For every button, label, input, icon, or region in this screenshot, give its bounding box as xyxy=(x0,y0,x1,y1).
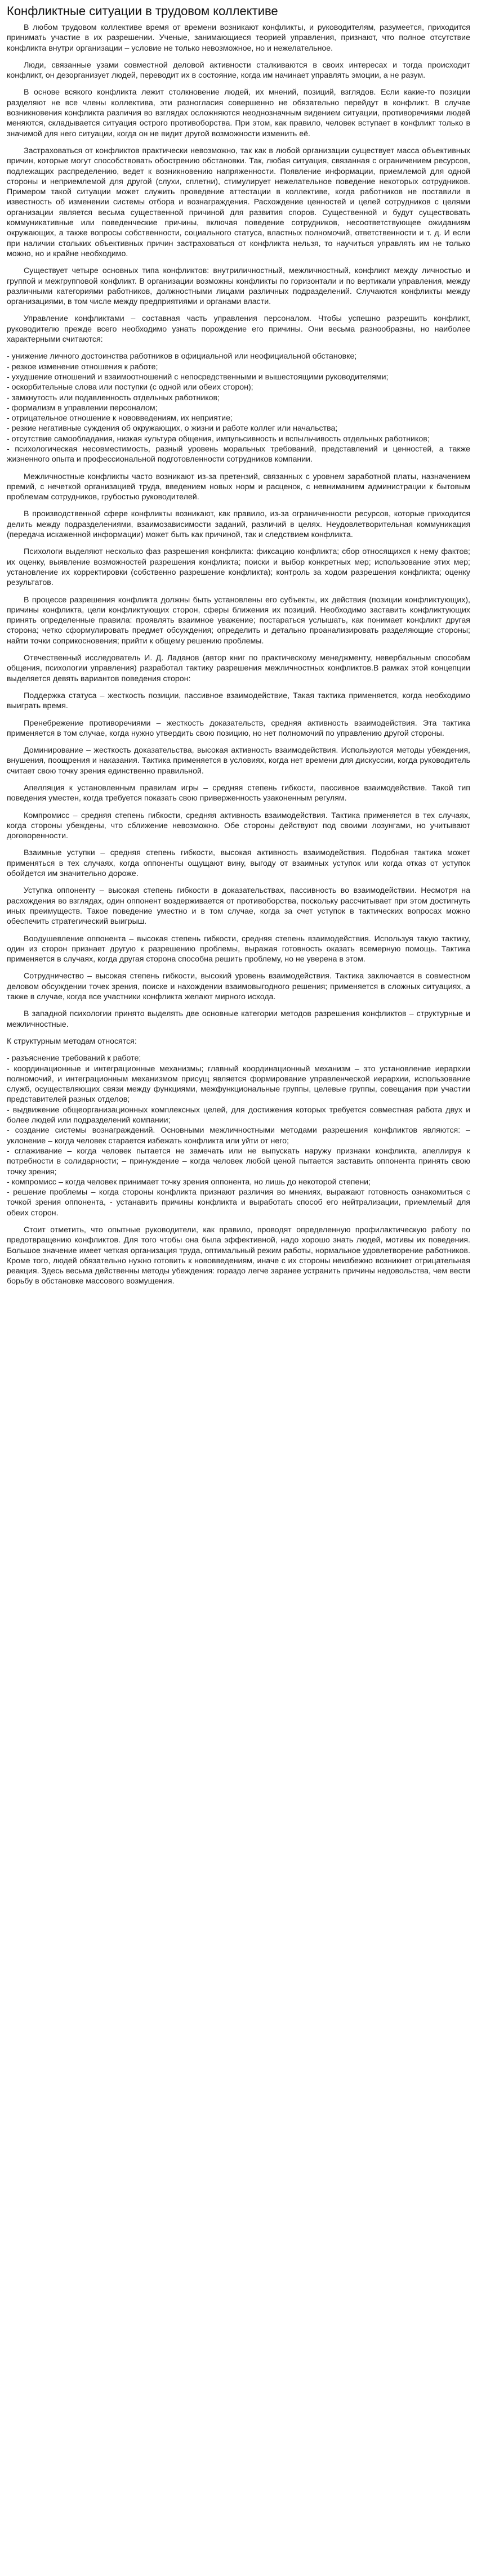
paragraph: Взаимные уступки – средняя степень гибкости, высокая активность взаимодействия. Подобная тактика может применяться в тех случаях, когда оппоненты ощущают вину, выгоду от взаимных уступок или когда отказ от уступок обойдется им значительно дороже. xyxy=(7,848,470,879)
paragraph: Апелляция к установленным правилам игры – средняя степень гибкости, пассивное взаимодействие. Такой тип поведения уместен, когда требуется показать свою приверженность узаконенным регулям. xyxy=(7,784,470,803)
list-item: - выдвижение общеорганизационных комплексных целей, для достижения которых требуется совместная работа двух и более людей или подразделений компании; xyxy=(7,1105,470,1125)
list-item: - психологическая несовместимость, разный уровень моральных требований, представлений и ценностей, а также жизненного опыта и профессиональной подготовленности сотрудников компании. xyxy=(7,444,470,464)
paragraph: Застраховаться от конфликтов практически невозможно, так как в любой организации существует масса объективных причин, которые могут способствовать обострению обстановки. Так, любая ситуация, связанная с ограничением ресурсов, подлежащих распределению, ведет к возникновению напряженности. Появление информации, приемлемой для одной стороны и неприемлемой для другой (слухи, сплетни), стимулирует нежелательное поведение некоторых сотрудников. Примером такой ситуации может служить проведение аттестации в коллективе, когда работников не поставили в известность об изменении системы отбора и вознаграждения. Расхождение ценностей и целей сотрудников с целями организации является весьма существенной причиной для развития споров. Существенной и будут существовать коммуникативные или поведенческие причины, включая поведение сотрудников, несоответствующее ожиданиям окружающих, а также вопросы собственности, социального статуса, властных полномочий, ответственности и т. д. И если при наличии стольких объективных причин застраховаться от конфликта нельзя, то научиться управлять им не только можно, но и крайне необходимо. xyxy=(7,146,470,258)
structural-methods-intro: К структурным методам относятся: xyxy=(7,1036,137,1046)
paragraph: Отечественный исследователь И. Д. Ладанов (автор книг по практическому менеджменту, невербальным способам общения, психологии управления) разработал тактику разрешения межличностных конфликтов.В рамках этой концепции выделяется девять вариантов поведения сторон: xyxy=(7,654,470,683)
paragraph: Люди, связанные узами совместной деловой активности сталкиваются в своих интересах и тогда происходит конфликт, он дезорганизует людей, переводит их в состояние, когда им начинает управлять эмоции, а не разум. xyxy=(7,60,470,80)
paragraph: Существует четыре основных типа конфликтов: внутриличностный, межличностный, конфликт между личностью и группой и межгрупповой конфликт. В организации возможны конфликты по горизонтали и по вертикали управления, между различными категориями работников, должностными лицами различных подразделений. Случаются конфликты между организациями, в том числе между предприятиями и органами власти. xyxy=(7,266,470,307)
list-item: - разъяснение требований к работе; xyxy=(7,1054,141,1063)
conflict-causes-list xyxy=(7,351,470,464)
structural-methods-list xyxy=(7,1053,470,1218)
list-item: - замкнутость или подавленность отдельных работников; xyxy=(7,393,220,402)
closing-paragraph: Стоит отметить, что опытные руководители, как правило, проводят определенную профилактическую работу по предотвращению конфликтов. Для того чтобы она была эффективной, надо хорошо знать людей, мотивы их поведения. Большое значение имеет четкая организация труда, оптимальный режим работы, нормальное удовлетворение работников. Кроме того, людей обязательно нужно готовить к нововведениям, иначе с их стороны неизбежно возникнет отрицательная реакция. Здесь весьма действенны методы убеждения: гораздо легче заранее устранить причины недовольства, чем вести борьбу в обстановке массового возмущения. xyxy=(7,1225,470,1286)
paragraph: В любом трудовом коллективе время от времени возникают конфликты, и руководителям, разумеется, приходится принимать участие в их разрешении. Ученые, занимающиеся теорией управления, признают, что полное отсутствие конфликта внутри организации – условие не только невозможное, но и нежелательное. xyxy=(7,23,470,53)
list-item: - отрицательное отношение к нововведениям, их неприятие; xyxy=(7,414,233,423)
paragraph: В основе всякого конфликта лежит столкновение людей, их мнений, позиций, взглядов. Если какие-то позиции разделяют не все члены коллектива, эти разногласия совершенно не обязательно перейдут в конфликт. В случае возникновения конфликта различия во взглядах осложняются неоднозначным видением ситуации, противоречиями людей меняются, складывается ситуация острого противоборства. При этом, как правило, человек вступает в конфликт только в значимой для него ситуации, когда он не видит другой возможности изменить её. xyxy=(7,88,470,138)
list-item: - сглаживание – когда человек пытается не замечать или не выпускать наружу признаки конфликта, апеллируя к потребности в солидарности; – принуждение – когда человек любой ценой пытается заставить оппонента принять свою точку зрения; xyxy=(7,1146,470,1177)
list-item: - координационные и интеграционные механизмы; главный координационный механизм – это установление иерархии полномочий, и интеграционным механизмом присущ является формирование управленческой иерархии, использование служб, осуществляющих связи между функциями, межфункциональные группы, целевые группы, совещания при участии представителей разных отделов; xyxy=(7,1064,470,1104)
list-item: - отсутствие самообладания, низкая культура общения, импульсивность и вспыльчивость отдельных работников; xyxy=(7,434,430,444)
paragraph: В западной психологии принято выделять две основные категории методов разрешения конфликтов – структурные и межличностные. xyxy=(7,1009,470,1029)
paragraph: Межличностные конфликты часто возникают из-за претензий, связанных с уровнем заработной платы, назначением премий, с нечеткой организацией труда, введением новых норм и расценок, с невниманием администрации к бытовым проблемам сотрудников, грубостью руководителей. xyxy=(7,472,470,502)
article-body xyxy=(7,23,470,1287)
list-item: - формализм в управлении персоналом; xyxy=(7,403,158,413)
list-item: - оскорбительные слова или поступки (с одной или обеих сторон); xyxy=(7,383,253,392)
paragraph: Пренебрежение противоречиями – жесткость доказательств, средняя активность взаимодействия. Эта тактика применяется в том случае, когда нужно утвердить свою позицию, но нет полномочий по управлению другой стороны. xyxy=(7,718,470,738)
paragraph: Управление конфликтами – составная часть управления персоналом. Чтобы успешно разрешить конфликт, руководителю прежде всего необходимо узнать порождение его причины. Они весьма разнообразны, но наиболее характерными считаются: xyxy=(7,314,470,345)
list-item: - унижение личного достоинства работников в официальной или неофициальной обстановке; xyxy=(7,352,357,361)
list-item: - создание системы вознаграждений. Основными межличностными методами разрешения конфликтов являются: – уклонение – когда человек старается избежать конфликта или уйти от него; xyxy=(7,1126,470,1146)
list-item: - компромисс – когда человек принимает точку зрения оппонента, но лишь до некоторой степени; xyxy=(7,1177,371,1187)
paragraph: Доминирование – жесткость доказательства, высокая активность взаимодействия. Используются методы убеждения, внушения, поощрения и наказания. Тактика применяется в условиях, когда нет времени для дискуссии, когда руководитель считает свою точку зрения единственно правильной. xyxy=(7,746,470,776)
article-title: Конфликтные ситуации в трудовом коллективе xyxy=(7,4,278,18)
list-item: - решение проблемы – когда стороны конфликта признают различия во мнениях, выражают готовность ознакомиться с точкой зрения оппонента, - устанавить причины конфликта и выработать способ его нейтрализации, приемлемый для обеих сторон. xyxy=(7,1188,470,1218)
paragraph: Уступка оппоненту – высокая степень гибкости в доказательствах, пассивность во взаимодействии. Несмотря на расхождения во взглядах, один оппонент воздерживается от противоборства, поскольку рассчитывает при этом достигнуть иных преимуществ. Такое поведение уместно и в том случае, когда за счет уступок в тактических вопросах можно обеспечить стратегический выигрыш. xyxy=(7,886,470,927)
paragraph: Воодушевление оппонента – высокая степень гибкости, средняя степень взаимодействия. Используя такую тактику, один из сторон признает другую к разрешению проблемы, выражая готовность оказать всемерную помощь. Тактика применяется в случаях, когда другая сторона способна решить проблему, но не уверена в этом. xyxy=(7,934,470,964)
paragraph: Компромисс – средняя степень гибкости, средняя активность взаимодействия. Тактика применяется в тех случаях, когда стороны убеждены, что сближение невозможно. Обе стороны действуют под своими лозунгами, но учитывают договоренности. xyxy=(7,811,470,841)
paragraph: В процессе разрешения конфликта должны быть установлены его субъекты, их действия (позиции конфликтующих), причины конфликта, цели конфликтующих сторон, сферы ближения их позиций. Необходимо заставить конфликтующих принять определенные правила: проявлять взаимное уважение; постараться услышать, как понимает конфликт другая сторона; четко сформулировать предмет обсуждения; определить и детально проанализировать разделяющие стороны; найти точки соприкосновения; прийти к общему решению проблемы. xyxy=(7,595,470,646)
paragraph: В производственной сфере конфликты возникают, как правило, из-за ограниченности ресурсов, которые приходится делить между подразделениями, взаимозависимости заданий, различий в целях. Неудовлетворительная коммуникация (передача искаженной информации) может быть как причиной, так и следствием конфликта. xyxy=(7,509,470,540)
paragraph: Психологи выделяют несколько фаз разрешения конфликта: фиксацию конфликта; сбор относящихся к нему фактов; их оценку, выявление возможностей разрешения конфликта; поиски и выбор конкретных мер; использование этих мер; установление их корректировки (собственно разрешение конфликта); контроль за ходом разрешения конфликта; оценку результатов. xyxy=(7,547,470,588)
list-item: - ухудшение отношений и взаимоотношений с непосредственными и вышестоящими руководителями; xyxy=(7,372,389,382)
list-item: - резкие негативные суждения об окружающих, о жизни и работе коллег или начальства; xyxy=(7,424,338,433)
paragraph: Сотрудничество – высокая степень гибкости, высокий уровень взаимодействия. Тактика заключается в совместном деловом обсуждении точек зрения, поиске и нахождении взаимовыгодного решения; применяется в сложных ситуациях, а также в случае, когда все участники конфликта желают мирного исхода. xyxy=(7,972,470,1002)
paragraph: Поддержка статуса – жесткость позиции, пассивное взаимодействие, Такая тактика применяется, когда необходимо выиграть время. xyxy=(7,691,470,711)
list-item: - резкое изменение отношения к работе; xyxy=(7,362,158,372)
